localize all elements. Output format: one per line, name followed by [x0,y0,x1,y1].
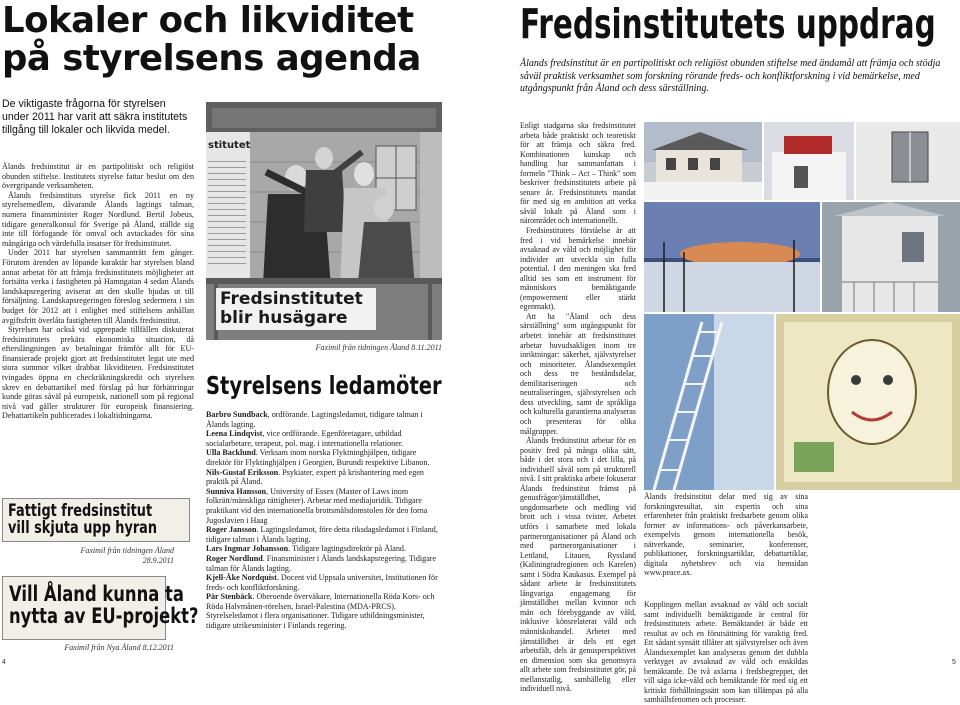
page-number-right: 5 [952,659,956,666]
right-col1-p4: Ålands fredsinstitut arbetar för en positiv fred på många olika sätt, både i det stora och i det lilla, på individuell såväl som på strukturell nivå. I sitt praktiska arbete fokuserar Ålands fredsinstitut främst på genusfrågor/jämställdhet, ungdomsarbete och medling vid brott och i vissa tvister. Arbetet utförs i samarbete med lokala partnerorganisationer på Åland och med partnerorganisationer i Lettland, Litauen, Ryssland (Kaliningradregionen och Karelen) samt i Södra Kaukasus. Exempel på sådant arbete är fredsinstitutets långvariga engagemang för jämställdhet mellan kvinnor och män och förebyggande av våld, inklusive könsrelaterat våld och människohandel. Arbetet med jämställdhet är dels ett eget arbetsfält, dels är genusperspektivet en dimension som ska genomsyra allt arbete som fredsinstitutet gör, på mellanstatlig, samhällelig eller individuell nivå. [520,436,636,694]
page-number-left: 4 [2,659,6,666]
caption-photo: Faximil från tidningen Åland 8.11.2011 [315,343,442,352]
left-body-p3: Under 2011 har styrelsen sammanträtt fem gånger. Förutom ärenden av löpande karaktär har styrelsen bland annat arbetat för att främja fredsinstitutets möjligheter att fortsätta verka i fastigheten på Hamngatan 4 sedan Ålands landskapsregering aviserat att den skulle bjudas ut till försäljning. Landskapsregeringen föreslog sedermera i sin budget för 2012 att i enlighet med stiftelsens anhållan avgiftsfritt överlåta fastigheten till Ålands fredsinstitut. [2,248,194,325]
left-title-line1: Lokaler och likviditet [2,0,414,41]
right-col2-p2-wrap [644,600,808,705]
collage-photos [644,122,960,490]
right-col1 [520,121,636,694]
members-title: Styrelsens ledamöter [206,371,442,400]
right-col1-p3: Att ha "Åland och dess särställning" som utgångspunkt för arbetet innebär att fredsinstitutet arbetar huvudsakligen inom tre inriktningar: säkerhet, självstyrelser och minoriteter. Ålandsexemplet och dess tre beståndsdelar, demilitariseringen och neutraliseringen, självstyrelsen och dess utveckling, samt de språkliga och kulturella garantierna analyseras och presenteras för olika målgrupper. [520,311,636,436]
right-lead: Ålands fredsinstitut är en partipolitiskt och religiöst obunden stiftelse med ändamål att främja och stödja såväl praktisk verksamhet som forskning rörande freds- och konfliktforskning i vid bemärkelse, med utgångspunkt från Åland och dess särställning. [520,58,941,95]
clipping-1-line2: vill skjuta upp hyran [8,518,158,538]
photo-collage [644,122,960,490]
clipping-2-line2: nytta av EU-projekt? [9,604,199,629]
member-9: Kjell-Åke Nordquist. Docent vid Uppsala universitet, Institutionen för freds- och konfliktforskning. [206,573,438,592]
right-col1-p2: Fredsinstitutets förståelse är att fred i vid bemärkelse innebär avsaknad av våld och möjlighet för individer att utveckla sin fulla potential. I den meningen ska fred alltid ses som ett instrument för människors bemäktigande (empowerment eller stärkt egenmakt). [520,226,636,312]
right-col2-p1: Ålands fredsinstitut delar med sig av sina forskningsresultat, sin expertis och sina erfarenheter från praktiskt fredsarbete genom olika former av informations- och påverkansarbete, exempelvis genom internationella besök, nätverkande, seminarier, konferenser, publikationer, forskningsartiklar, debattartiklar, digitala nyhetsbrev och via hemsidan www.peace.ax. [644,492,808,578]
right-col2 [644,492,808,578]
member-1: Barbro Sundback, ordförande. Lagtingsledamot, tidigare talman i Ålands lagting. [206,410,423,429]
photo-notice-heading: stitutet [208,140,251,151]
member-10: Pär Stenbäck. Oberoende överväkare, Internationella Röda Kors- och Röda Halvmånen-rörelsen, Israel-Palestina (MDA-PRCS). Styrelseledamot i flera organisationer. Tidigare utbildningsminister, tidigare utrikesminister i Finlands regering. [206,592,435,631]
caption-clipping-1: Faximil från tidningen Åland 28.9.2011 [80,546,174,565]
clipping-2-line1: Vill Åland kunna ta [9,582,184,606]
left-lead: De viktigaste frågorna för styrelsen under 2011 har varit att säkra institutets tillgång till lokaler och likvida medel. [2,98,188,137]
newspaper-clipping-2 [2,576,199,640]
newspaper-photo-board [206,102,442,340]
member-2: Leena Lindqvist, vice ordförande. Egenföretagare, utbildad socialarbetare, terapeut, pol. mag. i internationella relationer. [206,429,404,448]
member-7: Lars Ingmar Johansson. Tidigare lagtingsdirektör på Åland. [206,544,406,554]
member-5: Sunniva Hansson, University of Essex (Master of Laws inom folkrätt/mänskliga rättigheter). Arbetar med mediajuridik. Tidigare praktikant vid den internationella brottsmålsdomstolen för den forna Jugoslavien i Haag [206,486,428,525]
left-title [2,2,472,78]
right-col1-p1: Enligt stadgarna ska fredsinstitutet arbeta både praktiskt och teoretiskt för att främja och säkra fred. Kombinationen kunskap och handling har sammanfattats i formeln "Think – Act – Think" som beskriver fredsinstitutets arbete på senare år. Fredsinstitutets mandat för med sig en ambition att verka såväl lokalt på Åland som i närområdet och internationellt. [520,121,636,226]
members-list [206,410,442,631]
caption-clipping-2: Faximil från Nya Åland 8.12.2011 [64,643,174,652]
newspaper-clipping-1 [2,498,190,542]
member-3: Ulla Backlund. Verksam inom norska Flyktninghjälpen, tidigare direktör för Flyktinghjälpen i Georgien, Burundi respektive Libanon. [206,448,430,467]
member-4: Nils-Gustaf Eriksson. Psykiater, expert på krishantering med egen praktik på Åland. [206,467,424,487]
right-title: Fredsinstitutets uppdrag [520,0,936,48]
photo-headline-sign: Fredsinstitutet blir husägare [216,288,376,330]
left-body-p4: Styrelsen har också vid upprepade tillfällen diskuterat fredsinstitutets prekära ekonomiska situation, då efterslängningen av betalningar främför allt för EU-finansierade projekt gjort att fredsinstitutet legat ute med stora summor vilket drabbat likviditeten. Fredsinstitutet tvingades öppna en checkräkningskredit och styrelsen skrev en debattartikel med förslag på hur förbättringar kunde göras såväl på europeisk, nationell som på regional nivå vad gäller strukturer för europeisk finansiering. Debattartikeln publicerades i lokaltidningarna. [2,325,194,421]
photo-notice-text [208,156,246,266]
member-8: Roger Nordlund. Finansminister i Ålands landskapsregering. Tidigare talman för Ålands lagting. [206,553,437,573]
right-col2-p2: Kopplingen mellan avsaknad av våld och socialt samt individuellt bemäktigande är central för fredsinstitutets arbete. Bemäktandet är både ett resultat av och en förutsättning för varaktig fred. Ett sådant synsätt tillåter att självstyrelser och även Ålandsexemplet kan analyseras genom det dubbla verktyget av avsaknad av våld och enskildas bemäktande. De två axlarna i fredsbegreppet, det vill säga icke-våld och bemäktande för med sig ett kritiskt förhållningssätt som kan tillämpas på alla samhällsfenomen och processer. [644,600,808,705]
left-body [2,162,194,421]
left-title-line2: på styrelsens agenda [2,38,421,79]
clipping-1-line1: Fattigt fredsinstitut [8,501,153,520]
left-body-p2: Ålands fredsinstituts styrelse fick 2011 en ny styrelsemedlem, dåvarande Ålands lagtings talman, numera finansminister Roger Nordlund. Bertil Jobeus, tidigare generalkonsul för Sverige på Åland, ställde sig inte till förfogande för omval och avtackades för sina mångåriga och värdefulla insatser för fredsinstitutet. [2,190,194,248]
left-body-p1: Ålands fredsinstitut är en partipolitiskt och religiöst obunden stiftelse. Institutets styrelse fattar beslut om den övergripande verksamheten. [2,162,194,191]
member-6: Roger Jansson. Lagtingsledamot, före detta riksdagsledamot i Finland, tidigare talman i Ålands lagting. [206,525,438,544]
